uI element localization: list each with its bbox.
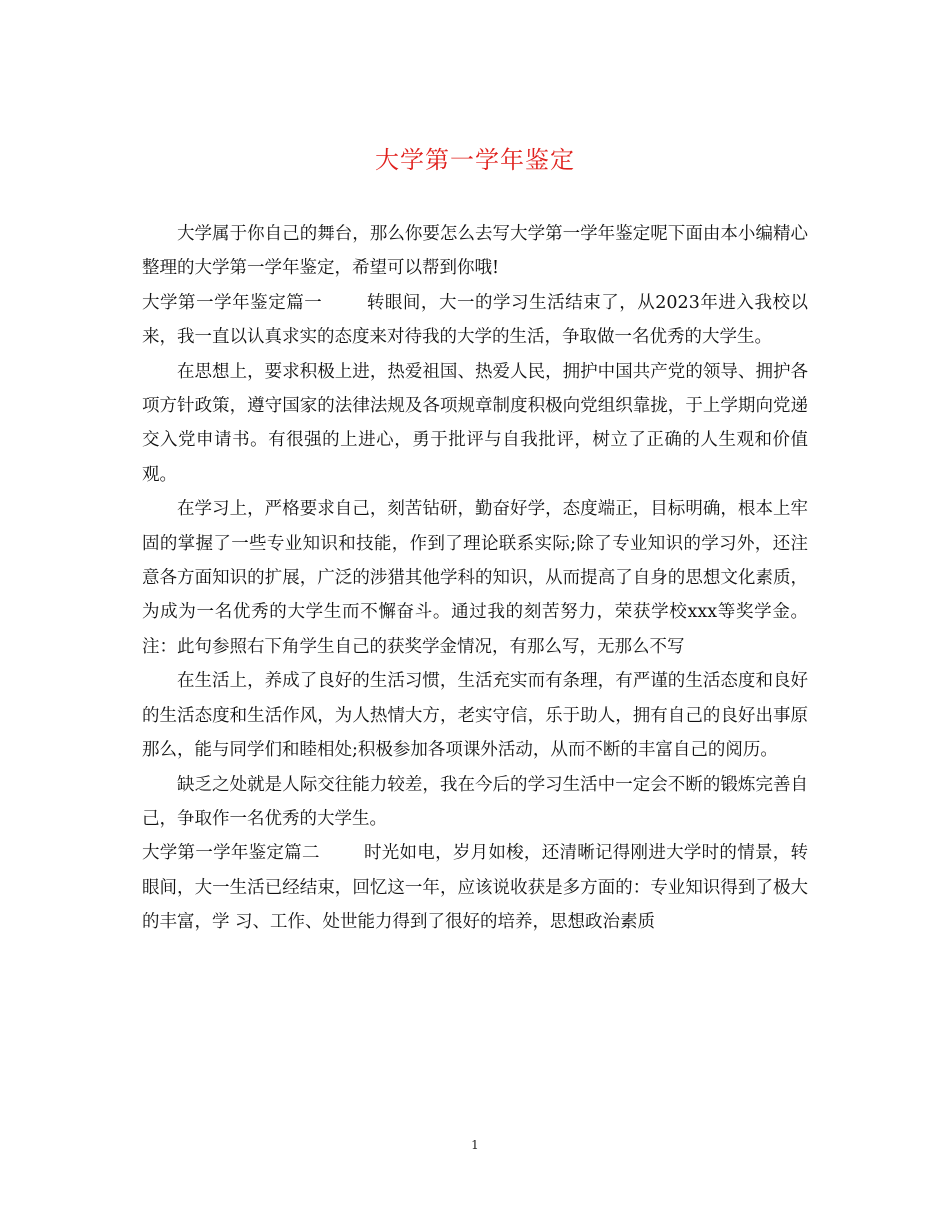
section-1-paragraph-thought: 在思想上，要求积极上进，热爱祖国、热爱人民，拥护中国共产党的领导、拥护各项方针政策，遵守国家的法律法规及各项规章制度积极向党组织靠拢，于上学期向党递交入党申请书。有很强的上进心，勇于批评与自我批评，树立了正确的人生观和价值观。: [142, 361, 808, 485]
section-2-lead-paragraph: [142, 836, 808, 939]
section-1-heading: 大学第一学年鉴定篇一: [142, 292, 323, 313]
section-2-heading: 大学第一学年鉴定篇二: [142, 843, 320, 864]
page-number: 1: [471, 1138, 479, 1152]
intro-paragraph: 大学属于你自己的舞台，那么你要怎么去写大学第一学年鉴定呢下面由本小编精心整理的大学第一学年鉴定，希望可以帮到你哦!: [142, 224, 808, 279]
section-2-first-text: 时光如电，岁月如梭，还清晰记得刚进大学时的情景，转眼间，大一生活已经结束，回忆这一年，应该说收获是多方面的：专业知识得到了极大的丰富，学 习、工作、处世能力得到了很好的培养，思想政治素质: [142, 843, 809, 933]
section-1-lead-paragraph: [142, 286, 808, 355]
section-1-paragraph-study: 在学习上，严格要求自己，刻苦钻研，勤奋好学，态度端正，目标明确，根本上牢固的掌握了一些专业知识和技能，作到了理论联系实际;除了专业知识的学习外，还注意各方面知识的扩展，广泛的涉猎其他学科的知识，从而提高了自身的思想文化素质，为成为一名优秀的大学生而不懈奋斗。通过我的刻苦努力，荣获学校xxx等奖学金。注：此句参照右下角学生自己的获奖学金情况，有那么写，无那么不写: [142, 499, 808, 657]
section-1-paragraph-life: 在生活上，养成了良好的生活习惯，生活充实而有条理，有严谨的生活态度和良好的生活态度和生活作风，为人热情大方，老实守信，乐于助人，拥有自己的良好出事原那么，能与同学们和睦相处;积极参加各项课外活动，从而不断的丰富自己的阅历。: [142, 671, 808, 761]
section-1-first-text: 转眼间，大一的学习生活结束了，从2023年进入我校以来，我一直以认真求实的态度来对待我的大学的生活，争取做一名优秀的大学生。: [142, 292, 808, 348]
section-1-paragraph-shortcoming: 缺乏之处就是人际交往能力较差，我在今后的学习生活中一定会不断的锻炼完善自己，争取作一名优秀的大学生。: [142, 774, 808, 829]
document-body: [142, 217, 808, 940]
document-title: 大学第一学年鉴定: [375, 146, 575, 174]
